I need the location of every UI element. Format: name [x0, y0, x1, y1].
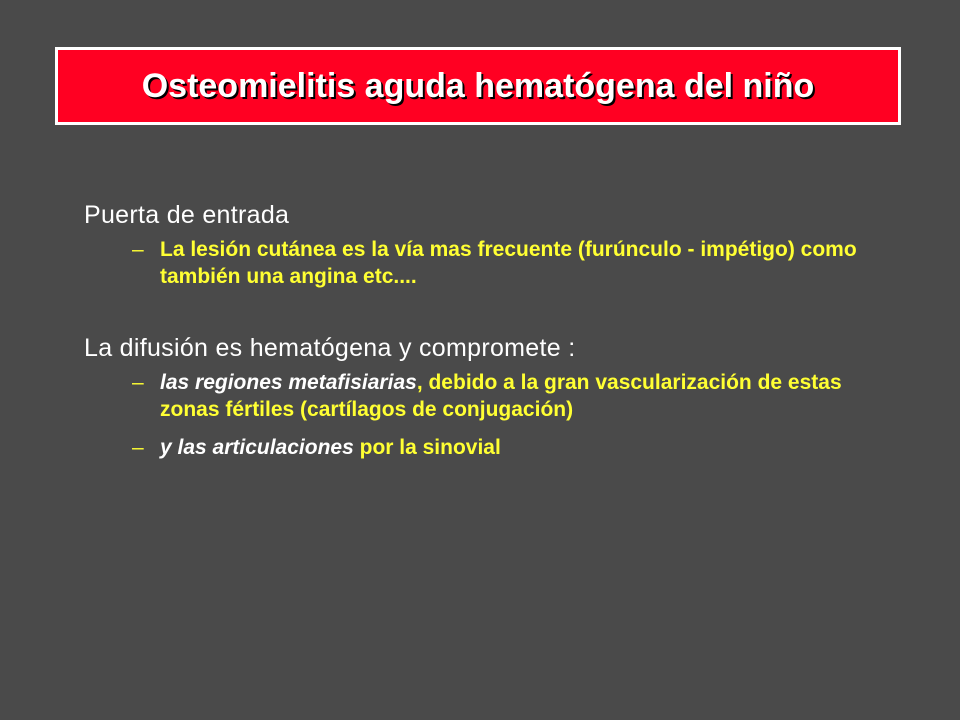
list-item — [84, 434, 884, 461]
dash-bullet: – — [132, 371, 144, 394]
entry-sub-list — [84, 236, 884, 290]
slide-content — [84, 198, 884, 472]
slide-title: Osteomielitis aguda hematógena del niño — [141, 66, 815, 105]
sub-item-italic: las regiones metafisiarias — [160, 371, 417, 394]
sub-item-text: La lesión cutánea es la vía mas frecuente (furúnculo - impétigo) como también una angina etc.... — [160, 238, 857, 288]
list-item — [84, 369, 884, 423]
sub-item-text: por la sinovial — [353, 436, 501, 459]
dash-bullet: – — [132, 238, 144, 261]
section-heading-diffusion: La difusión es hematógena y compromete : — [84, 334, 576, 362]
diffusion-sub-list — [84, 369, 884, 461]
sub-item-italic: y las articulaciones — [160, 436, 354, 459]
list-item — [84, 236, 884, 290]
dash-bullet: – — [132, 436, 144, 459]
title-banner — [55, 47, 901, 125]
sub-item-text: , debido a la gran vascularización de estas zonas fértiles (cartílagos de conjugación) — [160, 371, 842, 421]
section-heading-entry: Puerta de entrada — [84, 201, 290, 229]
